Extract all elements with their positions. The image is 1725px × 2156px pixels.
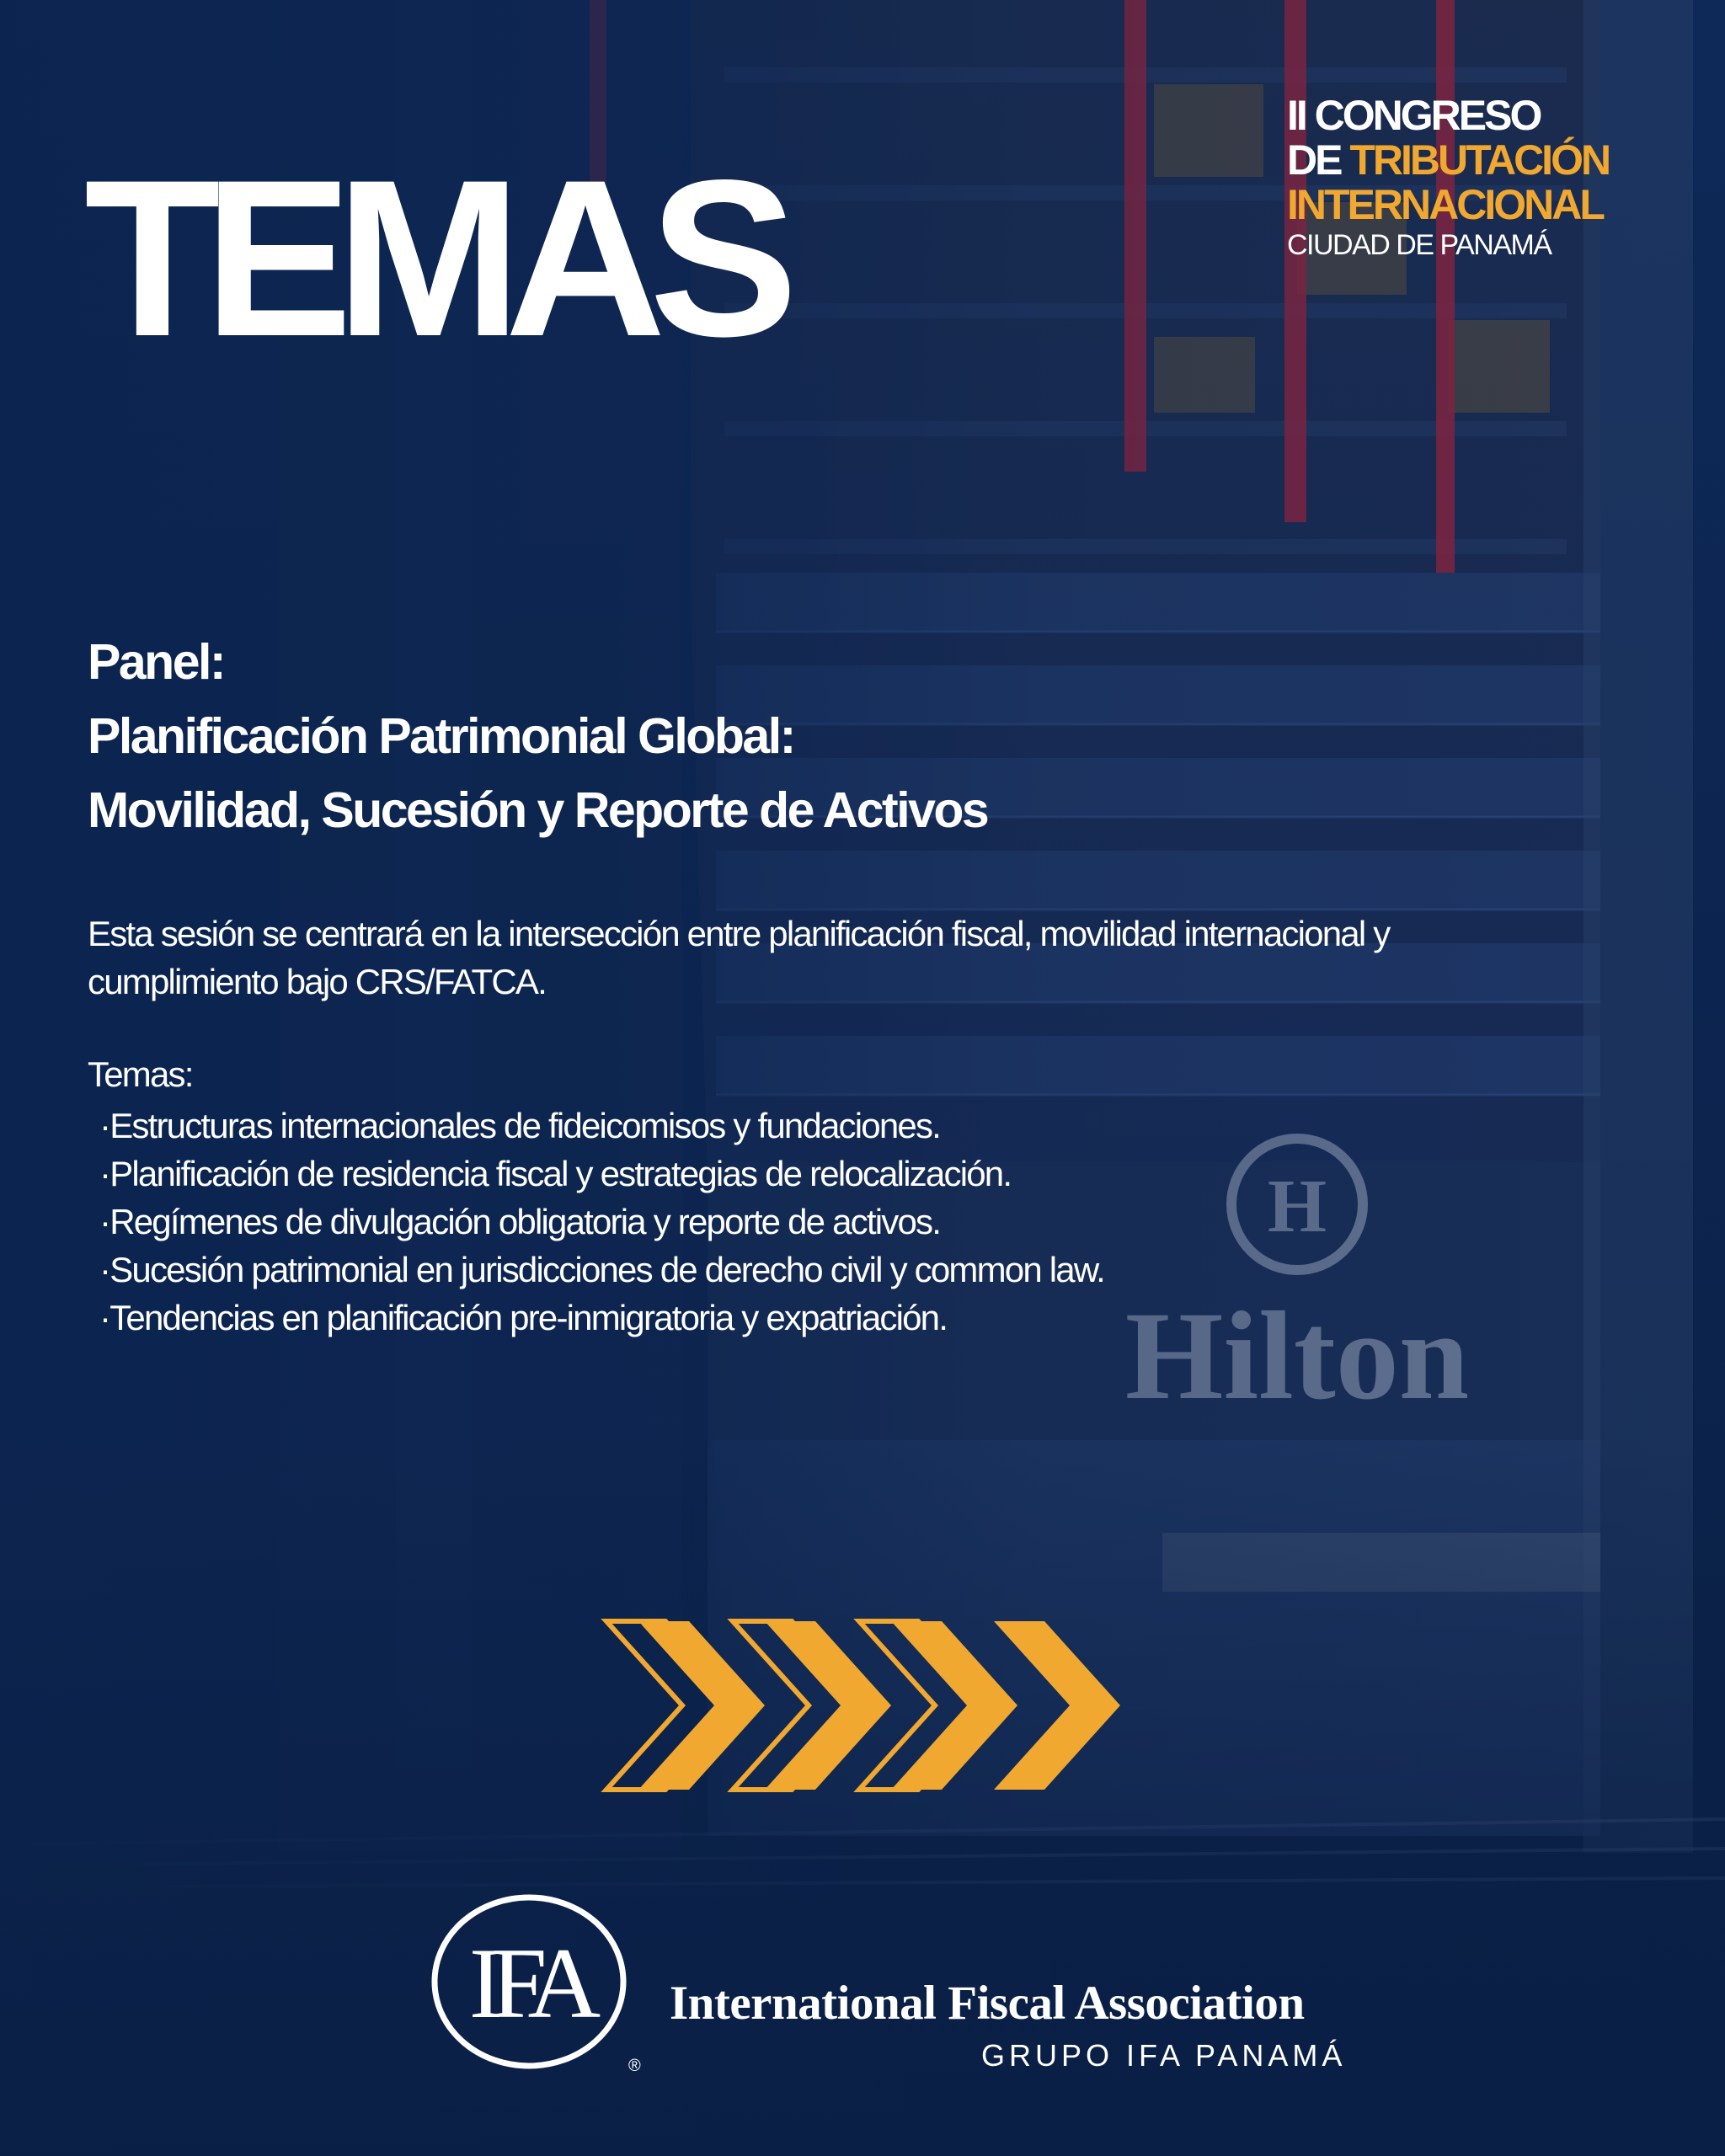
topics-list: [99, 1102, 1104, 1342]
topic-item: · Planificación de residencia fiscal y estrategias de relocalización.: [99, 1150, 1104, 1198]
congress-header: [1287, 94, 1609, 259]
panel-title-line1: Planificación Patrimonial Global:: [88, 708, 794, 764]
congress-line2-de: DE: [1287, 136, 1341, 184]
congress-line3: INTERNACIONAL: [1287, 181, 1603, 228]
ifa-logo-icon: [428, 1891, 647, 2076]
chevron-arrows: [598, 1609, 1137, 1802]
panel-heading: [88, 625, 987, 847]
topic-item: · Regímenes de divulgación obligatoria y reporte de activos.: [99, 1198, 1104, 1246]
panel-label: Panel:: [88, 634, 225, 690]
topic-item: · Tendencias en planificación pre-inmigratoria y expatriación.: [99, 1294, 1104, 1342]
page-title: TEMAS: [84, 134, 782, 383]
panel-title-line2: Movilidad, Sucesión y Reporte de Activos: [88, 782, 988, 838]
ifa-logo-text: IFA: [468, 1927, 590, 2039]
session-description: Esta sesión se centrará en la intersección entre planificación fiscal, movilidad internacional y cumplimiento bajo CRS/FATCA.: [88, 914, 1390, 1001]
congress-city: CIUDAD DE PANAMÁ: [1287, 229, 1551, 261]
congress-line2: [1287, 136, 1610, 184]
org-name: International Fiscal Association: [670, 1977, 1305, 2030]
topics-label: Temas:: [88, 1054, 193, 1094]
congress-line1: II CONGRESO: [1287, 92, 1541, 139]
registered-mark: ®: [628, 2057, 641, 2075]
topic-item: · Sucesión patrimonial en jurisdicciones de derecho civil y common law.: [99, 1246, 1104, 1294]
congress-line2-tributacion: TRIBUTACIÓN: [1349, 136, 1610, 184]
topic-item: · Estructuras internacionales de fideicomisos y fundaciones.: [99, 1102, 1104, 1150]
chevron-right-icon: [606, 1621, 765, 1790]
org-group: GRUPO IFA PANAMÁ: [981, 2038, 1347, 2073]
